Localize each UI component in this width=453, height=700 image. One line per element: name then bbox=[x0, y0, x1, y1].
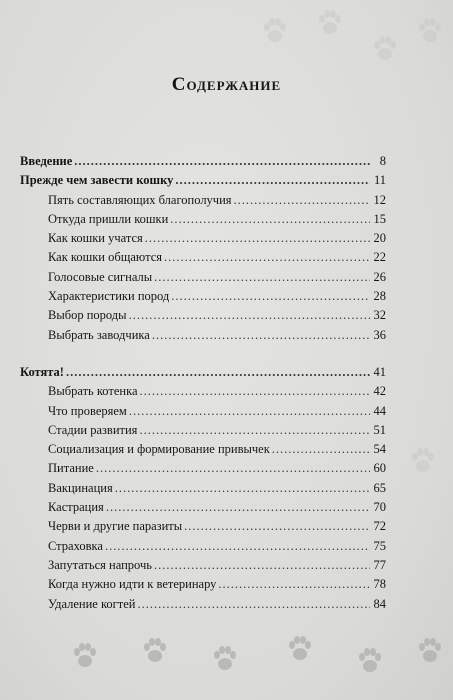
toc-entry-title: Выбрать заводчика bbox=[48, 327, 150, 342]
dot-leader bbox=[171, 287, 370, 306]
dot-leader bbox=[129, 306, 370, 325]
dot-leader bbox=[66, 363, 370, 382]
paw-icon bbox=[144, 638, 166, 662]
toc-entry-page: 28 bbox=[373, 289, 386, 304]
table-of-contents bbox=[20, 152, 386, 614]
toc-entry[interactable] bbox=[20, 479, 386, 498]
toc-entry-page: 54 bbox=[373, 442, 386, 457]
dot-leader bbox=[105, 537, 370, 556]
paw-icon bbox=[264, 18, 286, 42]
toc-entry-title: Питание bbox=[48, 461, 94, 476]
toc-entry-page: 78 bbox=[373, 577, 386, 592]
toc-entry-title: Черви и другие паразиты bbox=[48, 519, 183, 534]
toc-entry-page: 15 bbox=[373, 211, 386, 226]
dot-leader bbox=[137, 595, 370, 614]
dot-leader bbox=[129, 402, 370, 421]
dot-leader bbox=[152, 326, 370, 345]
toc-entry[interactable] bbox=[20, 402, 386, 421]
dot-leader bbox=[175, 171, 370, 190]
toc-entry-title: Стадии развития bbox=[48, 422, 138, 437]
toc-entry[interactable] bbox=[20, 210, 386, 229]
toc-entry[interactable] bbox=[20, 595, 386, 614]
toc-entry-page: 65 bbox=[373, 480, 386, 495]
toc-entry-title: Удаление когтей bbox=[48, 596, 136, 611]
toc-entry[interactable] bbox=[20, 306, 386, 325]
toc-entry[interactable] bbox=[20, 556, 386, 575]
toc-entry-title: Характеристики пород bbox=[48, 289, 170, 304]
toc-entry-title: Пять составляющих благополучия bbox=[48, 192, 232, 207]
toc-entry[interactable] bbox=[20, 268, 386, 287]
dot-leader bbox=[140, 382, 370, 401]
dot-leader bbox=[184, 517, 370, 536]
toc-entry-page: 44 bbox=[373, 403, 386, 418]
toc-entry-title: Страховка bbox=[48, 538, 103, 553]
toc-entry-page: 60 bbox=[373, 461, 386, 476]
toc-entry-page: 77 bbox=[373, 557, 386, 572]
toc-entry[interactable] bbox=[20, 459, 386, 478]
toc-entry-page: 84 bbox=[373, 596, 386, 611]
toc-entry[interactable] bbox=[20, 326, 386, 345]
toc-entry-title: Что проверяем bbox=[48, 403, 127, 418]
toc-entry[interactable] bbox=[20, 382, 386, 401]
paw-icon bbox=[412, 448, 434, 472]
toc-entry-title: Кастрация bbox=[48, 500, 104, 515]
dot-leader bbox=[170, 210, 370, 229]
dot-leader bbox=[106, 498, 370, 517]
toc-entry[interactable] bbox=[20, 287, 386, 306]
toc-entry-title: Как кошки общаются bbox=[48, 250, 162, 265]
toc-entry-title: Как кошки учатся bbox=[48, 231, 143, 246]
dot-leader bbox=[272, 440, 370, 459]
toc-entry-title: Выбрать котенка bbox=[48, 384, 138, 399]
paw-icon bbox=[419, 638, 441, 662]
toc-entry-page: 41 bbox=[373, 364, 386, 379]
dot-leader bbox=[164, 248, 370, 267]
toc-entry-title: Введение bbox=[20, 154, 73, 168]
toc-entry-title: Выбор породы bbox=[48, 308, 127, 323]
paw-icon bbox=[419, 18, 441, 42]
toc-entry-page: 51 bbox=[373, 422, 386, 437]
toc-entry[interactable] bbox=[20, 537, 386, 556]
toc-chapter-before-getting-a-cat[interactable] bbox=[20, 171, 386, 190]
toc-entry-page: 22 bbox=[373, 250, 386, 265]
toc-entry[interactable] bbox=[20, 517, 386, 536]
dot-leader bbox=[74, 152, 370, 171]
toc-chapter-kittens[interactable] bbox=[20, 363, 386, 382]
toc-entry-page: 8 bbox=[379, 154, 386, 168]
toc-entry-page: 36 bbox=[373, 327, 386, 342]
toc-entry-page: 72 bbox=[373, 519, 386, 534]
dot-leader bbox=[145, 229, 370, 248]
page-title: Содержание bbox=[171, 74, 282, 95]
toc-entry-title: Голосовые сигналы bbox=[48, 269, 153, 284]
toc-entry-page: 32 bbox=[373, 308, 386, 323]
toc-entry[interactable] bbox=[20, 248, 386, 267]
toc-entry-title: Котята! bbox=[20, 364, 64, 379]
toc-entry-page: 75 bbox=[373, 538, 386, 553]
paw-icon bbox=[319, 10, 341, 34]
toc-entry[interactable] bbox=[20, 191, 386, 210]
toc-entry-page: 42 bbox=[373, 384, 386, 399]
paw-icon bbox=[214, 646, 236, 670]
toc-entry-title: Прежде чем завести кошку bbox=[20, 173, 174, 188]
paw-icon bbox=[289, 636, 311, 660]
toc-entry-page: 70 bbox=[373, 500, 386, 515]
toc-entry-title: Вакцинация bbox=[48, 480, 113, 495]
toc-entry-title: Социализация и формирование привычек bbox=[48, 442, 270, 457]
dot-leader bbox=[139, 421, 370, 440]
toc-entry-introduction[interactable] bbox=[20, 152, 386, 171]
toc-entry-page: 20 bbox=[373, 231, 386, 246]
toc-entry-title: Когда нужно идти к ветеринару bbox=[48, 577, 217, 592]
toc-entry[interactable] bbox=[20, 421, 386, 440]
toc-entry-title: Откуда пришли кошки bbox=[48, 211, 169, 226]
toc-entry[interactable] bbox=[20, 229, 386, 248]
dot-leader bbox=[96, 459, 370, 478]
toc-entry-page: 12 bbox=[373, 192, 386, 207]
dot-leader bbox=[218, 575, 370, 594]
paw-icon bbox=[359, 648, 381, 672]
dot-leader bbox=[154, 556, 370, 575]
toc-entry-page: 11 bbox=[373, 173, 386, 188]
toc-entry[interactable] bbox=[20, 498, 386, 517]
toc-entry-page: 26 bbox=[373, 269, 386, 284]
toc-entry[interactable] bbox=[20, 575, 386, 594]
toc-entry[interactable] bbox=[20, 440, 386, 459]
paw-icon bbox=[74, 643, 96, 667]
dot-leader bbox=[115, 479, 370, 498]
dot-leader bbox=[234, 191, 370, 210]
toc-entry-title: Запутаться напрочь bbox=[48, 557, 152, 572]
dot-leader bbox=[154, 268, 370, 287]
paw-icon bbox=[374, 36, 396, 60]
